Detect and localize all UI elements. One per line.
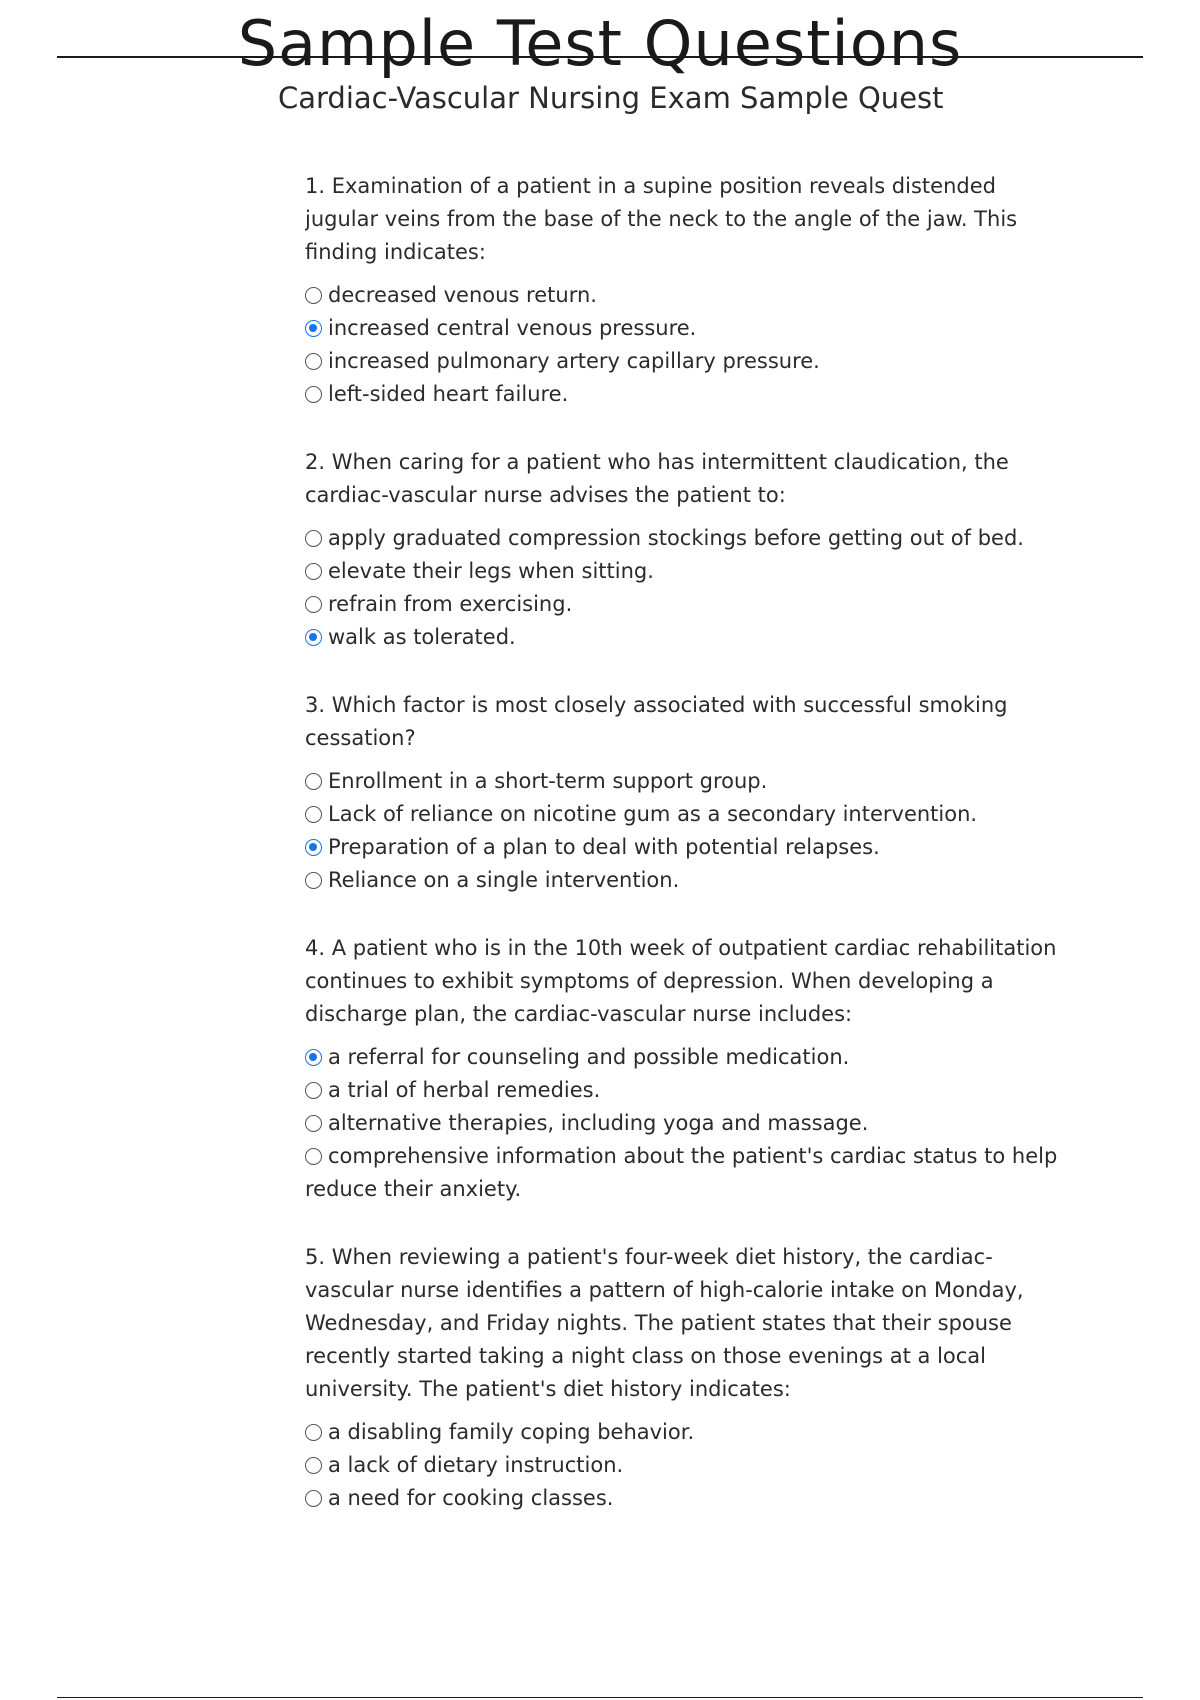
radio-checked-icon[interactable] [305, 320, 322, 337]
answer-option-label: comprehensive information about the patient's cardiac status to help reduce their anxiety. [305, 1144, 1058, 1201]
radio-unchecked-icon[interactable] [305, 1115, 322, 1132]
radio-unchecked-icon[interactable] [305, 872, 322, 889]
radio-unchecked-icon[interactable] [305, 563, 322, 580]
radio-unchecked-icon[interactable] [305, 530, 322, 547]
radio-unchecked-icon[interactable] [305, 287, 322, 304]
answer-option-label: decreased venous return. [328, 283, 597, 307]
answer-option[interactable] [305, 345, 1075, 378]
answer-option-label: a lack of dietary instruction. [328, 1453, 624, 1477]
answer-option-label: Reliance on a single intervention. [328, 868, 680, 892]
question-3 [305, 689, 1075, 897]
answer-option-label: left-sided heart failure. [328, 382, 569, 406]
radio-unchecked-icon[interactable] [305, 773, 322, 790]
answer-option[interactable] [305, 1140, 1075, 1206]
answer-option-label: a referral for counseling and possible medication. [328, 1045, 850, 1069]
radio-unchecked-icon[interactable] [305, 1082, 322, 1099]
answer-option-label: walk as tolerated. [328, 625, 516, 649]
answer-option-label: a disabling family coping behavior. [328, 1420, 695, 1444]
radio-unchecked-icon[interactable] [305, 596, 322, 613]
radio-unchecked-icon[interactable] [305, 386, 322, 403]
answer-option[interactable] [305, 765, 1075, 798]
radio-checked-icon[interactable] [305, 839, 322, 856]
radio-checked-icon[interactable] [305, 1049, 322, 1066]
answer-option-label: alternative therapies, including yoga and massage. [328, 1111, 869, 1135]
answer-option[interactable] [305, 312, 1075, 345]
question-list [305, 170, 1075, 1545]
question-text: 2. When caring for a patient who has intermittent claudication, the cardiac-vascular nurse advises the patient to: [305, 450, 1009, 507]
radio-unchecked-icon[interactable] [305, 1148, 322, 1165]
question-5 [305, 1241, 1075, 1515]
answer-option-label: Enrollment in a short-term support group. [328, 769, 768, 793]
answer-option[interactable] [305, 588, 1075, 621]
answer-option[interactable] [305, 1074, 1075, 1107]
footer-divider [57, 1697, 1143, 1698]
answer-option-label: a trial of herbal remedies. [328, 1078, 601, 1102]
answer-option-label: increased central venous pressure. [328, 316, 697, 340]
question-1 [305, 170, 1075, 411]
radio-unchecked-icon[interactable] [305, 1490, 322, 1507]
radio-unchecked-icon[interactable] [305, 1424, 322, 1441]
answer-option[interactable] [305, 1416, 1075, 1449]
answer-option[interactable] [305, 1107, 1075, 1140]
answer-option-label: Lack of reliance on nicotine gum as a secondary intervention. [328, 802, 978, 826]
answer-option[interactable] [305, 864, 1075, 897]
answer-option[interactable] [305, 522, 1075, 555]
answer-option-label: refrain from exercising. [328, 592, 573, 616]
answer-option[interactable] [305, 831, 1075, 864]
page-subtitle: Cardiac-Vascular Nursing Exam Sample Quest [278, 81, 944, 115]
answer-option[interactable] [305, 1482, 1075, 1515]
answer-option-label: a need for cooking classes. [328, 1486, 614, 1510]
answer-option[interactable] [305, 279, 1075, 312]
radio-checked-icon[interactable] [305, 629, 322, 646]
radio-unchecked-icon[interactable] [305, 1457, 322, 1474]
answer-option[interactable] [305, 1449, 1075, 1482]
answer-option-label: increased pulmonary artery capillary pressure. [328, 349, 820, 373]
radio-unchecked-icon[interactable] [305, 353, 322, 370]
question-2 [305, 446, 1075, 654]
answer-option[interactable] [305, 798, 1075, 831]
answer-option[interactable] [305, 378, 1075, 411]
answer-option-label: Preparation of a plan to deal with potential relapses. [328, 835, 880, 859]
question-text: 5. When reviewing a patient's four-week diet history, the cardiac-vascular nurse identifies a pattern of high-calorie intake on Monday, Wednesday, and Friday nights. The patient states that their spouse recently started taking a night class on those evenings at a local university. The patient's diet history indicates: [305, 1245, 1024, 1401]
answer-option[interactable] [305, 621, 1075, 654]
answer-option[interactable] [305, 555, 1075, 588]
answer-option-label: elevate their legs when sitting. [328, 559, 654, 583]
answer-option[interactable] [305, 1041, 1075, 1074]
question-4 [305, 932, 1075, 1206]
question-text: 4. A patient who is in the 10th week of outpatient cardiac rehabilitation continues to exhibit symptoms of depression. When developing a discharge plan, the cardiac-vascular nurse includes: [305, 936, 1057, 1026]
answer-option-label: apply graduated compression stockings before getting out of bed. [328, 526, 1024, 550]
page-title: Sample Test Questions [237, 7, 963, 80]
question-text: 3. Which factor is most closely associated with successful smoking cessation? [305, 693, 1008, 750]
radio-unchecked-icon[interactable] [305, 806, 322, 823]
question-text: 1. Examination of a patient in a supine position reveals distended jugular veins from the base of the neck to the angle of the jaw. This finding indicates: [305, 174, 1018, 264]
